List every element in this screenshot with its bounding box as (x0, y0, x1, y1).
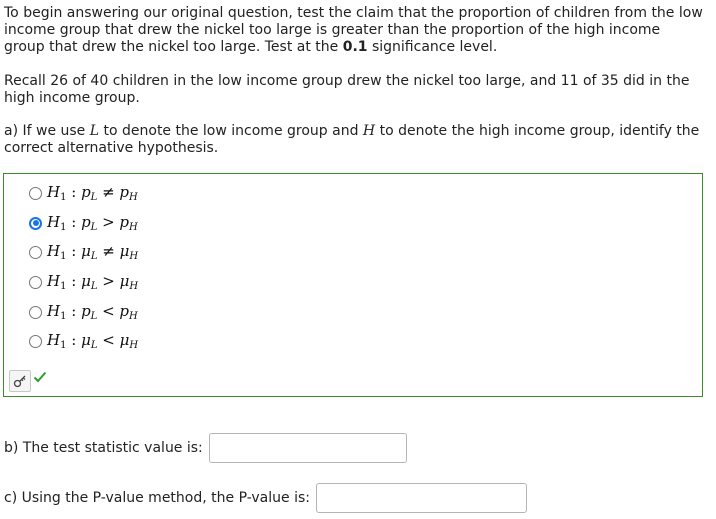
question-c-row (4, 483, 527, 513)
option-2[interactable] (29, 241, 138, 263)
question-b-label: b) The test statistic value is: (4, 440, 203, 456)
radio-option-5[interactable] (29, 335, 42, 348)
hypothesis-0: $H_1$ : $p_L \ne p_H$ (47, 183, 138, 203)
hypothesis-2: $H_1$ : $\mu_L \ne \mu_H$ (47, 242, 139, 262)
option-3[interactable] (29, 271, 138, 293)
question-b-row (4, 433, 407, 463)
radio-option-1[interactable] (29, 217, 42, 230)
key-button[interactable] (9, 370, 31, 392)
option-1[interactable] (29, 212, 138, 234)
intro-paragraph (4, 5, 704, 56)
radio-option-4[interactable] (29, 306, 42, 319)
var-low: L (89, 123, 100, 139)
radio-option-0[interactable] (29, 187, 42, 200)
intro-text: To begin answering our original question, test the claim that the proportion of children from the low income group that drew the nickel too large is greater than the proportion of the high income group that drew the nickel too large. Test at the (4, 5, 703, 55)
recall-paragraph: Recall 26 of 40 children in the low income group drew the nickel too large, and 11 of 35 did in the high income group. (4, 73, 690, 106)
option-4[interactable] (29, 301, 138, 323)
answer-choices-box (3, 173, 703, 397)
test-statistic-input[interactable] (209, 433, 407, 463)
significance-level: 0.1 (342, 39, 368, 55)
hypothesis-5: $H_1$ : $\mu_L < \mu_H$ (47, 331, 139, 351)
question-a-text: a) If we use (4, 123, 90, 139)
p-value-input[interactable] (316, 483, 527, 513)
check-icon (33, 371, 47, 383)
question-c-label: c) Using the P-value method, the P-value is: (4, 490, 310, 506)
question-a-text-end: to denote the high income group, identify the correct alternative hypothesis. (4, 123, 700, 156)
option-5[interactable] (29, 330, 138, 352)
hypothesis-4: $H_1$ : $p_L < p_H$ (47, 302, 138, 322)
var-high: H (362, 123, 376, 139)
radio-option-3[interactable] (29, 276, 42, 289)
hypothesis-1: $H_1$ : $p_L > p_H$ (47, 213, 138, 233)
option-0[interactable] (29, 182, 138, 204)
radio-option-2[interactable] (29, 246, 42, 259)
question-a-prompt (4, 123, 704, 157)
key-icon (13, 374, 27, 388)
question-a-text-mid: to denote the low income group and (99, 123, 363, 139)
hypothesis-3: $H_1$ : $\mu_L > \mu_H$ (47, 272, 139, 292)
intro-text-end: significance level. (367, 39, 498, 55)
